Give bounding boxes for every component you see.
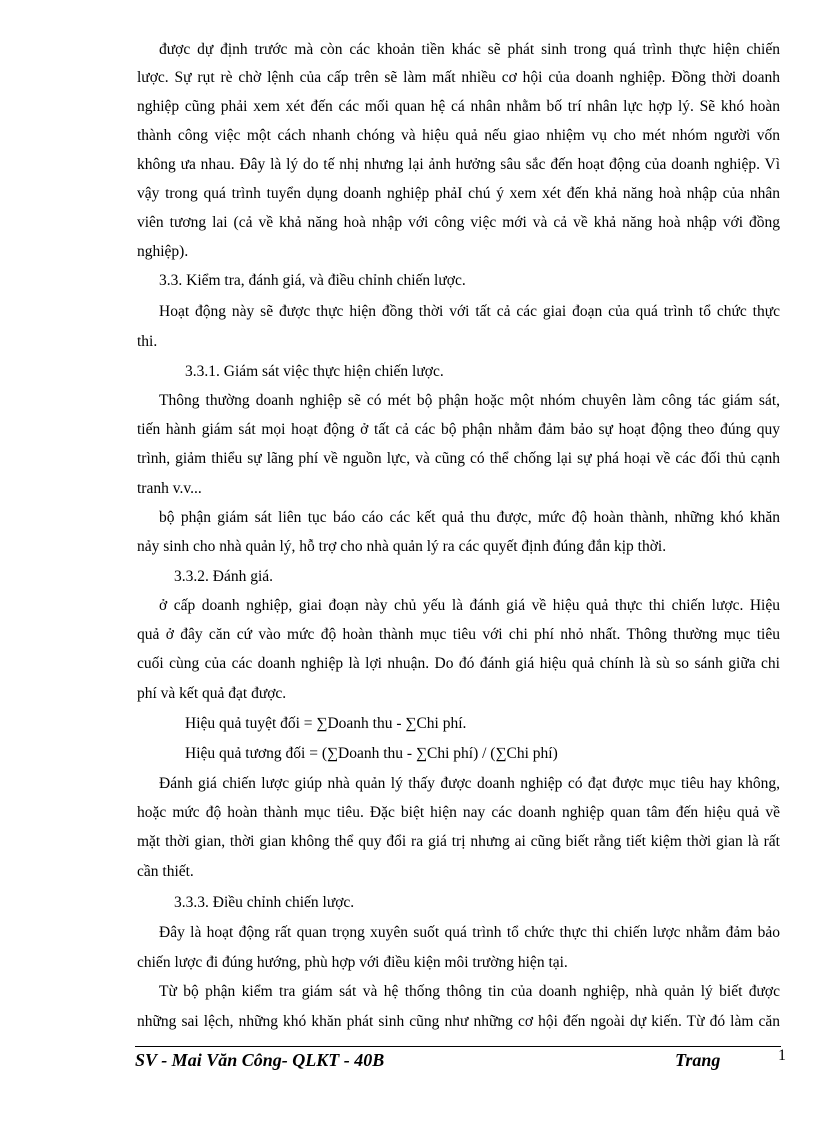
text-line: viên tương lai (cả về khả năng hoà nhập với công việc mới và cả về khả năng hoà nhập với đồng [137,214,780,231]
text-line: trình, giảm thiểu sự lãng phí về nguồn lực, và cũng có thể chống lại sự phá hoại về các đối thủ cạnh [137,450,780,467]
text-line: Thông thường doanh nghiệp sẽ có mét bộ phận hoặc một nhóm chuyên làm công tác giám sát, [159,392,780,409]
text-line: ở cấp doanh nghiệp, giai đoạn này chủ yếu là đánh giá về hiệu quả thực thi chiến lược. Hiệu [159,597,780,614]
formula-line: Hiệu quả tuyệt đối = ∑Doanh thu - ∑Chi phí. [185,715,467,732]
formula-line: Hiệu quả tương đối = (∑Doanh thu - ∑Chi phí) / (∑Chi phí) [185,745,558,762]
text-line: quả ở đây căn cứ vào mức độ hoàn thành mục tiêu với chi phí nhỏ nhất. Thông thường mục tiêu [137,626,780,643]
text-line: được dự định trước mà còn các khoản tiền khác sẽ phát sinh trong quá trình thực hiện chiến [159,41,780,58]
text-line: không ưa nhau. Đây là lý do tế nhị nhưng lại ảnh hưởng sâu sắc đến hoạt động của doanh nghiệp. Vì [137,156,780,173]
text-line: phí và kết quả đạt được. [137,685,287,702]
text-line: tranh v.v... [137,480,202,497]
text-line: hoặc mức độ hoàn thành mục tiêu. Đặc biệt hiện nay các doanh nghiệp quan tâm đến hiệu quả về [137,804,780,821]
text-line: Đánh giá chiến lược giúp nhà quản lý thấy được doanh nghiệp có đạt được mục tiêu hay không, [159,775,780,792]
text-line: thành công việc một cách nhanh chóng và hiệu quả nếu giao nhiệm vụ cho mét nhóm người vốn [137,127,780,144]
text-line: thi. [137,333,158,350]
text-line: nghiệp cũng phải xem xét đến các mối quan hệ cá nhân nhằm bố trí nhân lực hợp lý. Sẽ khó hoàn [137,98,780,115]
subsection-heading: 3.3.3. Điều chỉnh chiến lược. [174,894,355,911]
footer-author: SV - Mai Văn Công- QLKT - 40B [135,1050,385,1070]
text-line: Từ bộ phận kiểm tra giám sát và hệ thống thông tin của doanh nghiệp, nhà quản lý biết được [159,983,780,1000]
text-line: mặt thời gian, thời gian không thể quy đổi ra giá trị nhưng ai cũng biết rằng tiết kiệm thời gian là rất [137,833,780,850]
text-line: vậy trong quá trình tuyển dụng doanh nghiệp phảI chú ý xem xét đến khả năng hoà nhập của nhân [137,185,780,202]
subsection-heading: 3.3.1. Giám sát việc thực hiện chiến lược. [185,363,444,380]
page-number: 1 [778,1047,786,1064]
text-line: Hoạt động này sẽ được thực hiện đồng thời với tất cả các giai đoạn của quá trình tổ chức thực [159,303,780,320]
text-line: lược. Sự rụt rè chờ lệnh của cấp trên sẽ làm mất nhiều cơ hội của doanh nghiệp. Đồng thời doanh [137,69,780,86]
text-line: Đây là hoạt động rất quan trọng xuyên suốt quá trình tổ chức thực thi chiến lược nhằm đảm bảo [159,924,780,941]
text-line: cuối cùng của các doanh nghiệp là lợi nhuận. Do đó đánh giá hiệu quả chính là sù so sánh giữa chi [137,655,780,672]
footer-divider [135,1046,781,1047]
text-line: tiến hành giám sát mọi hoạt động ở tất cả các bộ phận nhằm đảm bảo sự hoạt động theo đúng quy [137,421,780,438]
text-line: những sai lệch, những khó khăn phát sinh cũng như những cơ hội đến ngoài dự kiến. Từ đó làm căn [137,1013,780,1030]
subsection-heading: 3.3.2. Đánh giá. [174,568,274,585]
text-line: cần thiết. [137,863,194,880]
text-line: nảy sinh cho nhà quản lý, hỗ trợ cho nhà quản lý ra các quyết định đúng đắn kịp thời. [137,538,667,555]
section-heading: 3.3. Kiểm tra, đánh giá, và điều chỉnh chiến lược. [159,272,466,289]
text-line: bộ phận giám sát liên tục báo cáo các kết quả thu được, mức độ hoàn thành, những khó khăn [159,509,780,526]
footer-page-label: Trang [675,1050,721,1070]
text-line: nghiệp). [137,243,189,260]
text-line: chiến lược đi đúng hướng, phù hợp với điều kiện môi trường hiện tại. [137,954,568,971]
